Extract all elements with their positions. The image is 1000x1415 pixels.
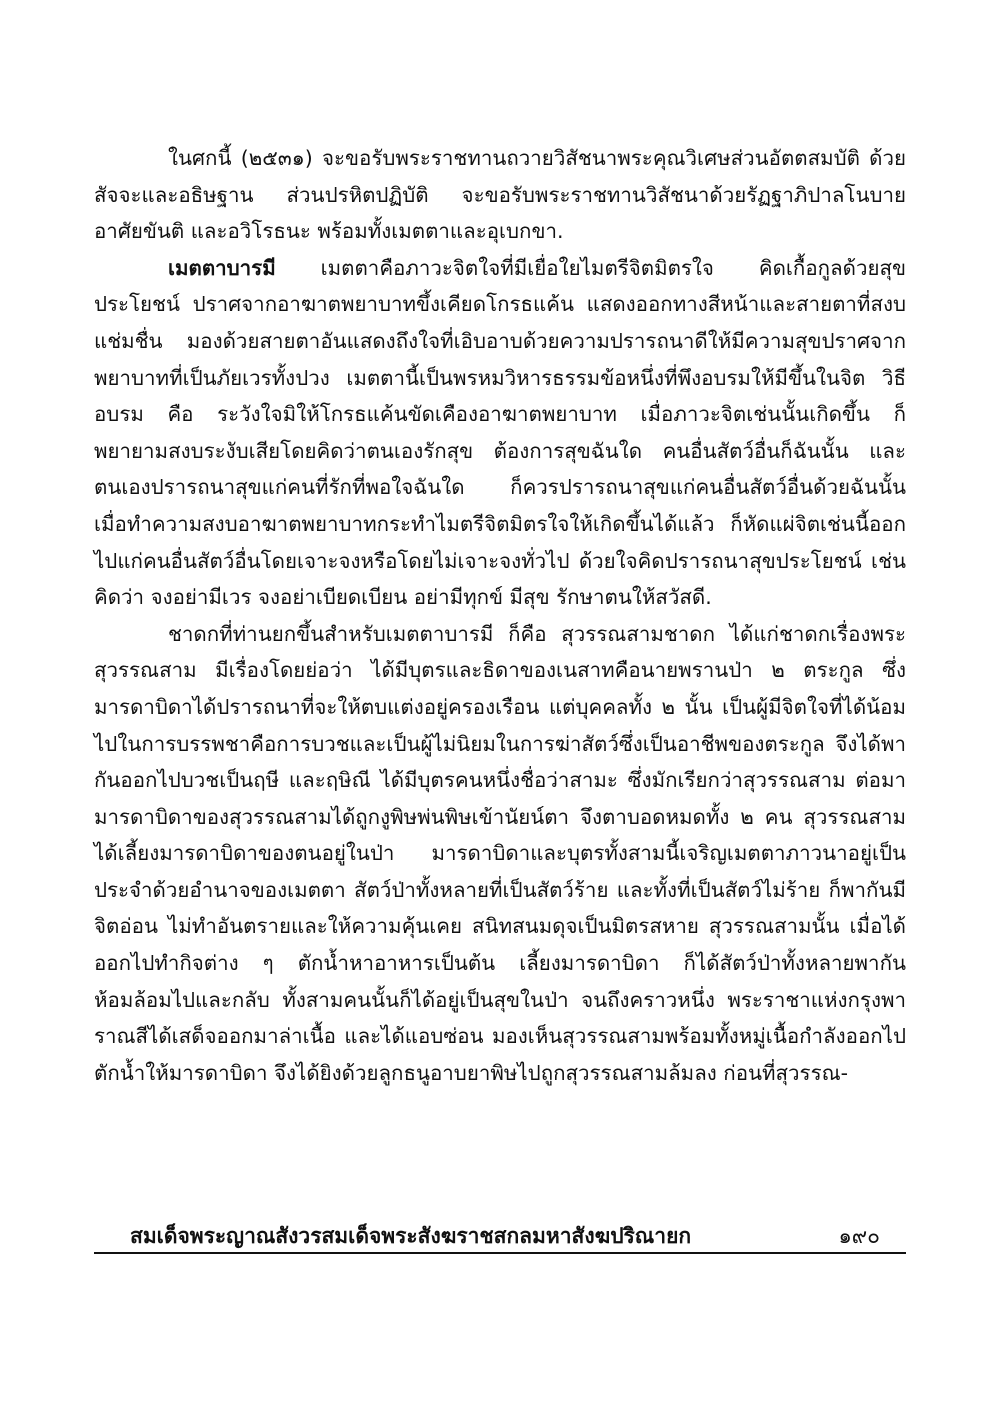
paragraph-intro-text: ในศกนี้ (๒๕๓๑) จะขอรับพระราชทานถวายวิสัชนาพระคุณวิเศษส่วนอัตตสมบัติ ด้วยสัจจะและอธิษฐาน ส่วนปรหิตปฏิบัติ จะขอรับพระราชทานวิสัชนาด้วยรัฏฐาภิปาลโนบาย อาศัยขันติ และอวิโรธนะ พร้อมทั้งเมตตาและอุเบกขา. — [94, 146, 906, 244]
paragraph-suvannasama-jataka — [94, 616, 906, 1092]
paragraph-metta-text: เมตตาคือภาวะจิตใจที่มีเยื่อใยไมตรีจิตมิตรใจ คิดเกื้อกูลด้วยสุขประโยชน์ ปราศจากอาฆาตพยาบาทขึ้งเคียดโกรธแค้น แสดงออกทางสีหน้าและสายตาที่สงบแช่มชื่น มองด้วยสายตาอันแสดงถึงใจที่เอิบอาบด้วยความปรารถนาดีให้มีความสุขปราศจากพยาบาทที่เป็นภัยเวรทั้งปวง เมตตานี้เป็นพรหมวิหารธรรมข้อหนึ่งที่พึงอบรมให้มีขึ้นในจิต วิธีอบรม คือ ระวังใจมิให้โกรธแค้นขัดเคืองอาฆาตพยาบาท เมื่อภาวะจิตเช่นนั้นเกิดขึ้น ก็พยายามสงบระงับเสียโดยคิดว่าตนเองรักสุข ต้องการสุขฉันใด คนอื่นสัตว์อื่นก็ฉันนั้น และตนเองปรารถนาสุขแก่คนที่รักที่พอใจฉันใด ก็ควรปรารถนาสุขแก่คนอื่นสัตว์อื่นด้วยฉันนั้น เมื่อทำความสงบอาฆาตพยาบาทกระทำไมตรีจิตมิตรใจให้เกิดขึ้นได้แล้ว ก็หัดแผ่จิตเช่นนี้ออกไปแก่คนอื่นสัตว์อื่นโดยเจาะจงหรือโดยไม่เจาะจงทั่วไป ด้วยใจคิดปรารถนาสุขประโยชน์ เช่น คิดว่า จงอย่ามีเวร จงอย่าเบียดเบียน อย่ามีทุกข์ มีสุข รักษาตนให้สวัสดี. — [94, 255, 906, 610]
document-body — [94, 140, 906, 1091]
paragraph-intro — [94, 140, 906, 250]
page-number: ๑๙๐ — [838, 1224, 880, 1248]
footer-title: สมเด็จพระญาณสังวรสมเด็จพระสังฆราชสกลมหาสังฆปริณายก — [130, 1224, 692, 1248]
paragraph-metta-barami — [94, 250, 906, 616]
paragraph-metta-lead: เมตตาบารมี — [168, 255, 276, 280]
page-footer — [94, 1216, 906, 1254]
paragraph-jataka-text: ชาดกที่ท่านยกขึ้นสำหรับเมตตาบารมี ก็คือ สุวรรณสามชาดก ได้แก่ชาดกเรื่องพระสุวรรณสาม มีเรื่องโดยย่อว่า ได้มีบุตรและธิดาของเนสาทคือนายพรานป่า ๒ ตระกูล ซึ่งมารดาบิดาได้ปรารถนาที่จะให้ตบแต่งอยู่ครองเรือน แต่บุคคลทั้ง ๒ นั้น เป็นผู้มีจิตใจที่ได้น้อมไปในการบรรพชาคือการบวชและเป็นผู้ไม่นิยมในการฆ่าสัตว์ซึ่งเป็นอาชีพของตระกูล จึงได้พากันออกไปบวชเป็นฤษี และฤษิณี ได้มีบุตรคนหนึ่งชื่อว่าสามะ ซึ่งมักเรียกว่าสุวรรณสาม ต่อมามารดาบิดาของสุวรรณสามได้ถูกงูพิษพ่นพิษเข้านัยน์ตา จึงตาบอดหมดทั้ง ๒ คน สุวรรณสามได้เลี้ยงมารดาบิดาของตนอยู่ในป่า มารดาบิดาและบุตรทั้งสามนี้เจริญเมตตาภาวนาอยู่เป็นประจำด้วยอำนาจของเมตตา สัตว์ป่าทั้งหลายที่เป็นสัตว์ร้าย และทั้งที่เป็นสัตว์ไม่ร้าย ก็พากันมีจิตอ่อน ไม่ทำอันตรายและให้ความคุ้นเคย สนิทสนมดุจเป็นมิตรสหาย สุวรรณสามนั้น เมื่อได้ออกไปทำกิจต่าง ๆ ตักน้ำหาอาหารเป็นต้น เลี้ยงมารดาบิดา ก็ได้สัตว์ป่าทั้งหลายพากันห้อมล้อมไปและกลับ ทั้งสามคนนั้นก็ได้อยู่เป็นสุขในป่า จนถึงคราวหนึ่ง พระราชาแห่งกรุงพาราณสีได้เสด็จออกมาล่าเนื้อ และได้แอบซ่อน มองเห็นสุวรรณสามพร้อมทั้งหมู่เนื้อกำลังออกไปตักน้ำให้มารดาบิดา จึงได้ยิงด้วยลูกธนูอาบยาพิษไปถูกสุวรรณสามล้มลง ก่อนที่สุวรรณ- — [94, 621, 906, 1085]
